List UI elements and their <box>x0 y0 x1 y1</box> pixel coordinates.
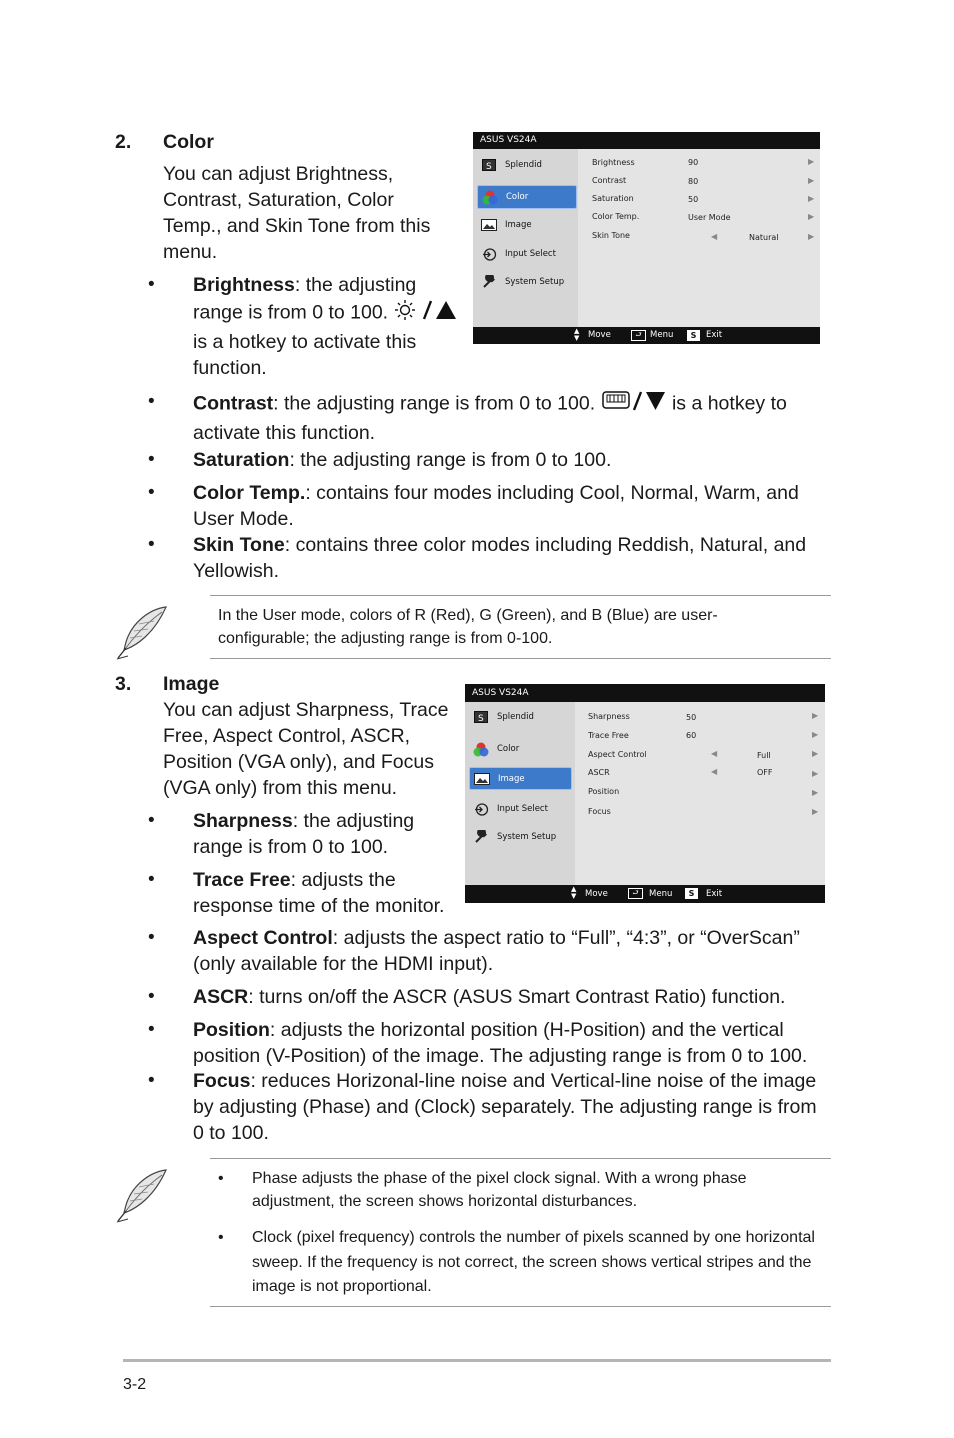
osd-color-menu <box>473 132 820 344</box>
svg-text:S: S <box>486 162 492 171</box>
osd-row-value: Natural <box>749 233 779 242</box>
osd-menu-color[interactable]: Color <box>469 739 569 759</box>
section-number: 2. <box>115 131 132 153</box>
osd-title: ASUS VS24A <box>465 684 825 702</box>
osd-row-label: Saturation <box>592 194 634 203</box>
wrench-icon <box>481 276 497 289</box>
bullet-marker: • <box>218 1170 224 1187</box>
bullet-term: Color Temp. <box>193 482 306 504</box>
osd-menu-input-select[interactable]: Input Select <box>469 799 569 819</box>
bullet-term: Contrast <box>193 392 274 415</box>
note-clock: Clock (pixel frequency) controls the number of pixels scanned by one horizontal sweep. If the frequency is not correct, the screen shows vertical stripes and the image is not proportional. <box>252 1229 815 1295</box>
osd-row-value: 80 <box>688 177 699 186</box>
bullet-marker: • <box>148 1019 155 1040</box>
bullet-marker: • <box>148 274 155 295</box>
bullet-term: Focus <box>193 1070 251 1092</box>
bullet-marker: • <box>148 1070 155 1091</box>
feather-pen-icon <box>114 1167 170 1228</box>
bullet-term: Position <box>193 1019 270 1041</box>
arrow-left-icon[interactable]: ◀ <box>711 767 718 776</box>
contrast-down-icon <box>601 389 667 420</box>
osd-row-value: 50 <box>688 195 699 204</box>
bullet-term: Skin Tone <box>193 534 285 556</box>
arrow-right-icon[interactable]: ▶ <box>812 730 819 739</box>
osd-title: ASUS VS24A <box>473 132 820 149</box>
note-top-rule <box>210 595 831 596</box>
image-icon <box>481 219 497 232</box>
arrow-right-icon[interactable]: ▶ <box>808 176 815 185</box>
bullet-term: Saturation <box>193 449 290 471</box>
section-intro: You can adjust Sharpness, Trace Free, Aspect Control, ASCR, Position (VGA only), and Focus (VGA only) from this menu. <box>163 699 449 799</box>
osd-menu-image[interactable]: Image <box>469 767 572 790</box>
footer-rule <box>123 1359 831 1362</box>
osd-row-label: Trace Free <box>588 731 629 740</box>
arrow-left-icon[interactable]: ◀ <box>711 749 718 758</box>
input-select-icon <box>473 803 489 816</box>
arrow-right-icon[interactable]: ▶ <box>808 194 815 203</box>
bullet-term: ASCR <box>193 986 249 1008</box>
arrow-right-icon[interactable]: ▶ <box>812 807 819 816</box>
bullet-marker: • <box>218 1229 224 1246</box>
bullet-marker: • <box>148 534 155 555</box>
image-icon <box>474 772 490 785</box>
osd-row-value: OFF <box>757 768 773 777</box>
bullet-position: Position: adjusts the horizontal position (H-Position) and the vertical position (V-Position) of the image. The adjusting range is from 0 to 100. <box>193 1019 808 1067</box>
menu-key-icon: ⮐ <box>628 888 643 899</box>
exit-key-icon: S <box>687 330 700 341</box>
bullet-color-temp: Color Temp.: contains four modes including Cool, Normal, Warm, and User Mode. <box>193 482 799 530</box>
feather-pen-icon <box>114 604 170 665</box>
osd-menu-image[interactable]: Image <box>477 215 574 235</box>
osd-row-value: 60 <box>686 731 697 740</box>
page-number: 3-2 <box>123 1376 147 1393</box>
note-bottom-rule <box>210 1306 831 1307</box>
note-top-rule <box>210 1158 831 1159</box>
exit-key-icon: S <box>685 888 698 899</box>
osd-row-label: Aspect Control <box>588 750 647 759</box>
splendid-icon <box>473 711 489 724</box>
bullet-aspect-control: Aspect Control: adjusts the aspect ratio to “Full”, “4:3”, or “OverScan” (only available for the HDMI input). <box>193 927 800 975</box>
osd-menu-system-setup[interactable]: System Setup <box>469 827 569 847</box>
bullet-marker: • <box>148 449 155 470</box>
osd-row-label: Brightness <box>592 158 635 167</box>
section-title: Color <box>163 131 214 153</box>
move-icon: ▲ ▼ <box>574 327 580 342</box>
bullet-marker: • <box>148 869 155 890</box>
bullet-term: Aspect Control <box>193 927 333 949</box>
arrow-right-icon[interactable]: ▶ <box>812 769 819 778</box>
osd-row-label: Color Temp. <box>592 212 640 221</box>
osd-image-menu <box>465 684 825 903</box>
wrench-icon <box>473 831 489 844</box>
bullet-term: Trace Free <box>193 869 291 891</box>
menu-key-icon: ⮐ <box>631 330 646 341</box>
osd-menu-input-select[interactable]: Input Select <box>477 244 574 264</box>
color-icon <box>473 743 489 756</box>
note-bottom-rule <box>210 658 831 659</box>
osd-side-menu <box>473 149 578 327</box>
bullet-sharpness: Sharpness: the adjusting range is from 0 to 100. <box>193 810 415 858</box>
bullet-saturation: Saturation: the adjusting range is from 0 to 100. <box>193 449 612 471</box>
osd-row-value: 50 <box>686 713 697 722</box>
bullet-skin-tone: Skin Tone: contains three color modes including Reddish, Natural, and Yellowish. <box>193 534 807 582</box>
arrow-right-icon[interactable]: ▶ <box>812 749 819 758</box>
osd-row-label: Skin Tone <box>592 231 630 240</box>
osd-row-value: 90 <box>688 158 699 167</box>
svg-text:S: S <box>478 714 484 723</box>
section-title: Image <box>163 673 220 695</box>
bullet-trace-free: Trace Free: adjusts the response time of the monitor. <box>193 869 445 917</box>
input-select-icon <box>481 248 497 261</box>
bullet-marker: • <box>148 927 155 948</box>
bullet-term: Brightness <box>193 274 295 296</box>
bullet-focus: Focus: reduces Horizonal-line noise and Vertical-line noise of the image by adjusting (Phase) and (Clock) separately. The adjusting range is from 0 to 100. <box>193 1070 817 1144</box>
sun-up-icon <box>394 298 458 329</box>
bullet-marker: • <box>148 482 155 503</box>
osd-menu-system-setup[interactable]: System Setup <box>477 272 574 292</box>
osd-row-label: ASCR <box>588 768 610 777</box>
osd-footer: ▲ ▼ Move ⮐ Menu S Exit <box>473 327 820 344</box>
section-number: 3. <box>115 673 132 695</box>
osd-settings-panel <box>578 149 820 327</box>
note-user-mode: In the User mode, colors of R (Red), G (Green), and B (Blue) are user-configurable; the adjusting range is from 0-100. <box>218 607 718 647</box>
osd-row-label: Focus <box>588 807 611 816</box>
osd-side-menu <box>465 702 575 885</box>
osd-settings-panel <box>575 702 825 885</box>
osd-menu-color[interactable]: Color <box>477 185 577 209</box>
section-intro: You can adjust Brightness, Contrast, Saturation, Color Temp., and Skin Tone from this menu. <box>163 163 431 263</box>
arrow-left-icon[interactable]: ◀ <box>711 232 718 241</box>
bullet-contrast: Contrast: the adjusting range is from 0 to 100. is a hotkey to activate this function. <box>193 389 823 446</box>
arrow-right-icon[interactable]: ▶ <box>812 711 819 720</box>
arrow-right-icon[interactable]: ▶ <box>808 232 815 241</box>
note-phase: Phase adjusts the phase of the pixel clock signal. With a wrong phase adjustment, the screen shows horizontal disturbances. <box>252 1170 747 1210</box>
osd-footer: ▲ ▼ Move ⮐ Menu S Exit <box>465 885 825 903</box>
osd-row-value: User Mode <box>688 213 731 222</box>
osd-row-label: Sharpness <box>588 712 630 721</box>
bullet-marker: • <box>148 810 155 831</box>
splendid-icon <box>481 159 497 172</box>
bullet-ascr: ASCR: turns on/off the ASCR (ASUS Smart Contrast Ratio) function. <box>193 986 786 1008</box>
osd-menu-splendid[interactable]: S Splendid <box>477 155 574 175</box>
arrow-right-icon[interactable]: ▶ <box>808 157 815 166</box>
osd-row-label: Position <box>588 787 620 796</box>
osd-menu-splendid[interactable]: S Splendid <box>469 707 569 727</box>
bullet-marker: • <box>148 391 155 412</box>
bullet-marker: • <box>148 986 155 1007</box>
arrow-right-icon[interactable]: ▶ <box>812 788 819 797</box>
bullet-term: Sharpness <box>193 810 293 832</box>
move-icon: ▲ ▼ <box>571 885 577 900</box>
bullet-brightness: Brightness: the adjusting range is from 0 to 100. is a hotkey to activate this function. <box>193 272 465 381</box>
color-icon <box>482 191 498 204</box>
osd-row-label: Contrast <box>592 176 627 185</box>
arrow-right-icon[interactable]: ▶ <box>808 212 815 221</box>
osd-row-value: Full <box>757 751 771 760</box>
